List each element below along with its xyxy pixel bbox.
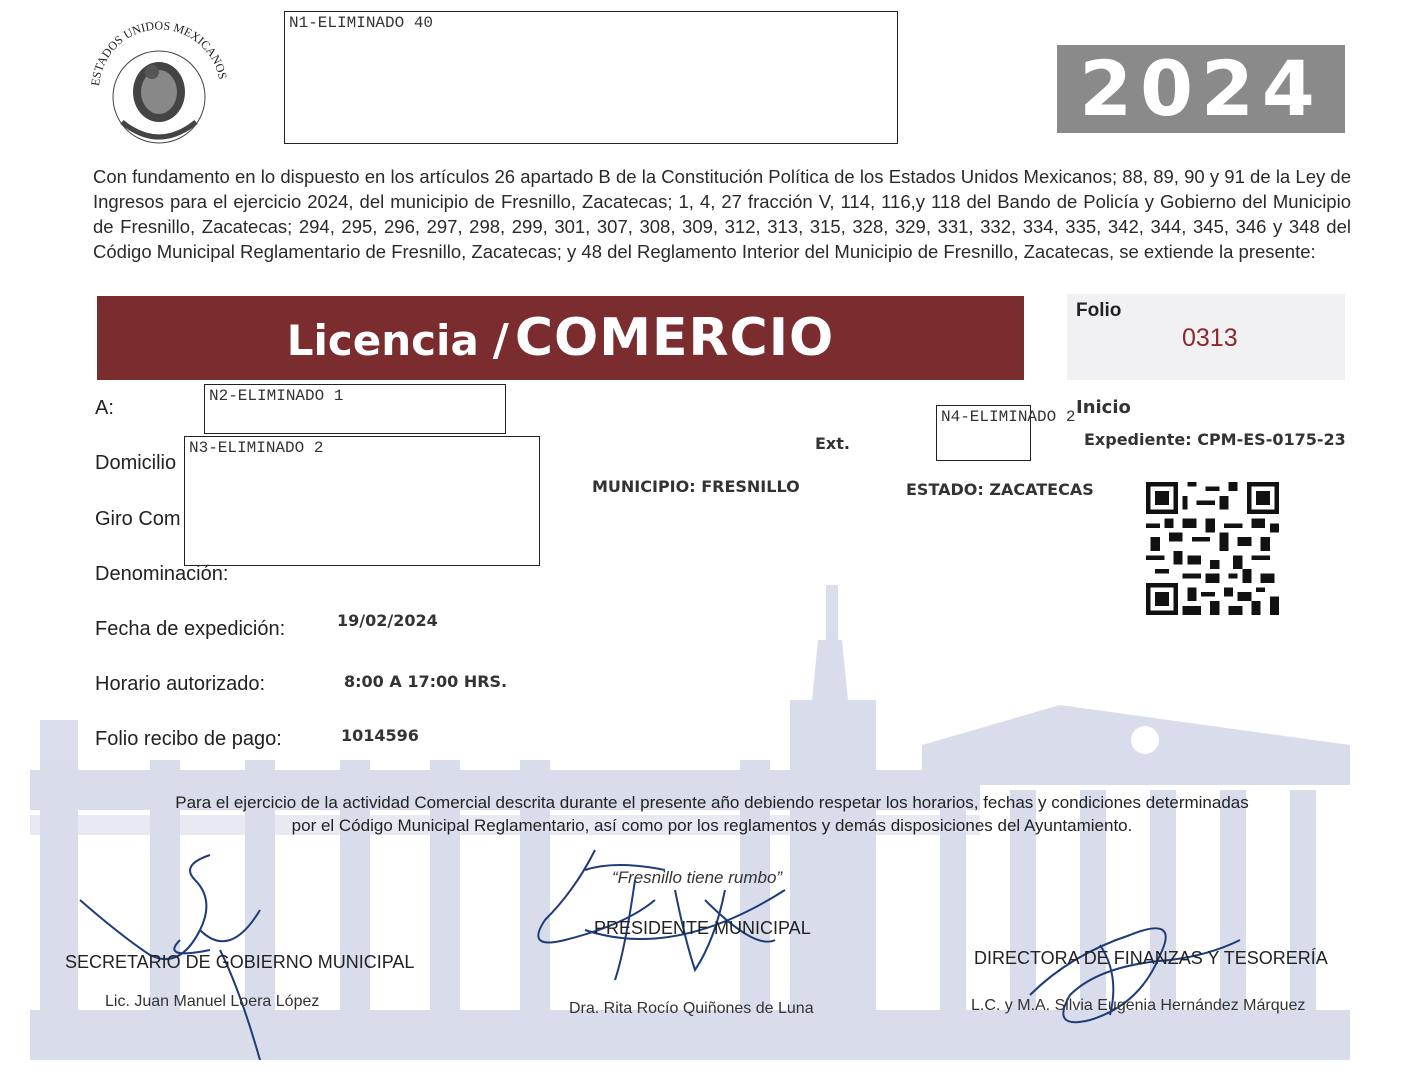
legal-basis-paragraph: Con fundamento en lo dispuesto en los artículos 26 apartado B de la Constitución Política de los Estados Unidos Mexicanos; 88, 89, 90 y 91 de la Ley de Ingresos para el ejercicio 2024, del municipio de Fresnillo, Zacatecas; 1, 4, 27 fracción V, 114, 116,y 118 del Bando de Policía y Gobierno del Municipio de Fresnillo, Zacatecas; 294, 295, 296, 297, 298, 299, 301, 307, 308, 309, 312, 313, 315, 328, 329, 331, 332, 334, 335, 342, 344, 345, 346 y 348 del Código Municipal Reglamentario de Fresnillo, Zacatecas; y 48 del Reglamento Interior del Municipio de Fresnillo, Zacatecas, se extiende la presente: [93, 166, 1351, 262]
qr-code-icon [1146, 482, 1279, 615]
banner-separator: / [492, 315, 509, 366]
signature-right-name: L.C. y M.A. Silvia Eugenia Hernández Márquez [971, 997, 1306, 1014]
signature-left-title: SECRETARIO DE GOBIERNO MUNICIPAL [65, 952, 415, 972]
notice-line-1: Para el ejercicio de la actividad Comercial descrita durante el presente año debiendo respetar los horarios, fechas y condiciones determinadas [175, 793, 1249, 812]
field-recibo-label: Folio recibo de pago: [95, 728, 282, 750]
field-giro-label: Giro Com [95, 508, 181, 530]
redacted-box-ext: N4-ELIMINADO 2 [936, 405, 1031, 461]
signature-right-title: DIRECTORA DE FINANZAS Y TESORERÍA [974, 948, 1328, 968]
banner-licencia-text: Licencia [286, 316, 479, 365]
estado-text: ESTADO: ZACATECAS [906, 480, 1094, 499]
year-badge: 2024 [1057, 45, 1345, 133]
notice-line-2: por el Código Municipal Reglamentario, así como por los reglamentos y demás disposiciones del Ayuntamiento. [291, 816, 1133, 835]
motto-text: “Fresnillo tiene rumbo” [612, 868, 783, 887]
signature-center-title: PRESIDENTE MUNICIPAL [594, 918, 811, 938]
signature-left-name: Lic. Juan Manuel Loera López [105, 993, 320, 1010]
field-horario-label: Horario autorizado: [95, 673, 266, 695]
mexico-seal-icon [82, 12, 237, 157]
field-horario-value: 8:00 A 17:00 HRS. [344, 672, 508, 691]
inicio-label: Inicio [1076, 397, 1131, 418]
field-recibo-value: 1014596 [341, 726, 419, 745]
seal-text: ESTADOS UNIDOS MEXICANOS [88, 18, 230, 87]
field-fecha-value: 19/02/2024 [337, 611, 438, 630]
expediente-text: Expediente: CPM-ES-0175-23 [1084, 430, 1346, 449]
license-banner [97, 296, 1024, 380]
municipio-text: MUNICIPIO: FRESNILLO [592, 477, 800, 496]
folio-value: 0313 [1182, 324, 1238, 352]
signature-right-scribble [1010, 895, 1270, 1045]
signature-center-scribble [525, 830, 835, 1000]
folio-label: Folio [1076, 300, 1122, 321]
banner-comercio-text: COMERCIO [514, 308, 835, 368]
redacted-box-address: N3-ELIMINADO 2 [184, 436, 540, 566]
field-a-label: A: [95, 397, 114, 419]
field-domicilio-label: Domicilio [95, 452, 177, 474]
redacted-box-top: N1-ELIMINADO 40 [284, 11, 898, 144]
field-fecha-label: Fecha de expedición: [95, 618, 286, 640]
ext-label: Ext. [815, 434, 850, 453]
signature-center-name: Dra. Rita Rocío Quiñones de Luna [569, 1000, 814, 1017]
field-denominacion-label: Denominación: [95, 563, 229, 585]
redacted-box-name: N2-ELIMINADO 1 [204, 384, 506, 434]
